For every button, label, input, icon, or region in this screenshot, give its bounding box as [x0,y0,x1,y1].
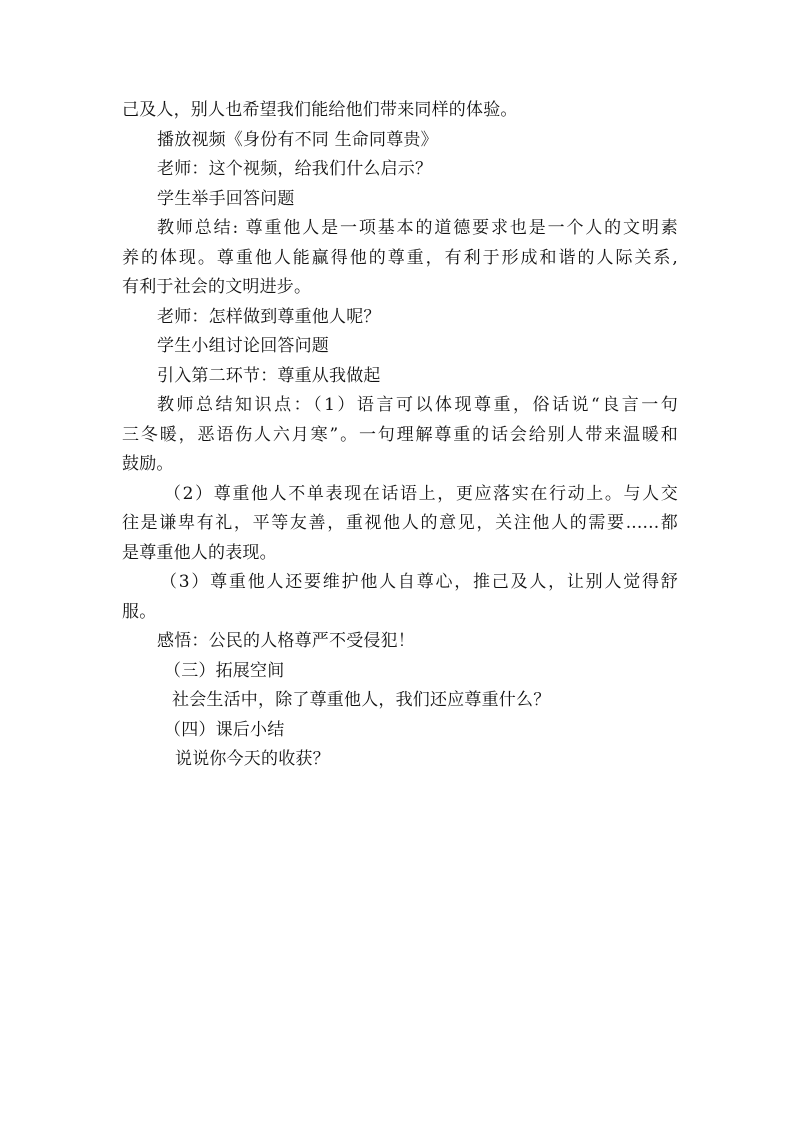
text-line: 己及人，别人也希望我们能给他们带来同样的体验。 [122,100,518,120]
text-line: 感悟：公民的人格尊严不受侵犯！ [157,631,415,651]
text-line: 服。 [122,601,157,622]
text-line: 三冬暖，恶语伤人六月寒”。一句理解尊重的话会给别人带来温暖和 [122,424,678,445]
text-line: 教师总结知识点：（1）语言可以体现尊重，俗话说“良言一句 [157,395,678,415]
text-line: 播放视频《身份有不同 生命同尊贵》 [157,129,438,150]
text-line: （2）尊重他人不单表现在话语上，更应落实在行动上。与人交 [164,483,678,504]
text-line: 说说你今天的收获？ [175,749,330,769]
text-line: 是尊重他人的表现。 [122,542,277,563]
section-heading: （三）拓展空间 [164,660,285,681]
text-line: 有利于社会的文明进步。 [122,277,312,297]
text-line: 学生小组讨论回答问题 [157,336,329,356]
text-line: 引入第二环节：尊重从我做起 [157,365,381,386]
text-line: 往是谦卑有礼，平等友善，重视他人的意见，关注他人的需要......都 [122,513,678,533]
text-line: 教师总结: 尊重他人是一项基本的道德要求也是一个人的文明素 [157,218,678,238]
text-line: 老师：怎样做到尊重他人呢？ [157,306,381,327]
section-heading: （四）课后小结 [164,719,285,740]
text-line: 老师：这个视频，给我们什么启示？ [157,159,433,179]
text-line: （3）尊重他人还要维护他人自尊心，推己及人，让别人觉得舒 [160,572,678,592]
text-line: 社会生活中，除了尊重他人，我们还应尊重什么？ [172,690,551,710]
text-line: 养的体现。尊重他人能赢得他的尊重，有利于形成和谐的人际关系, [122,247,678,268]
text-line: 鼓励。 [122,454,174,474]
document-body [122,96,678,775]
text-line: 学生举手回答问题 [157,188,295,209]
